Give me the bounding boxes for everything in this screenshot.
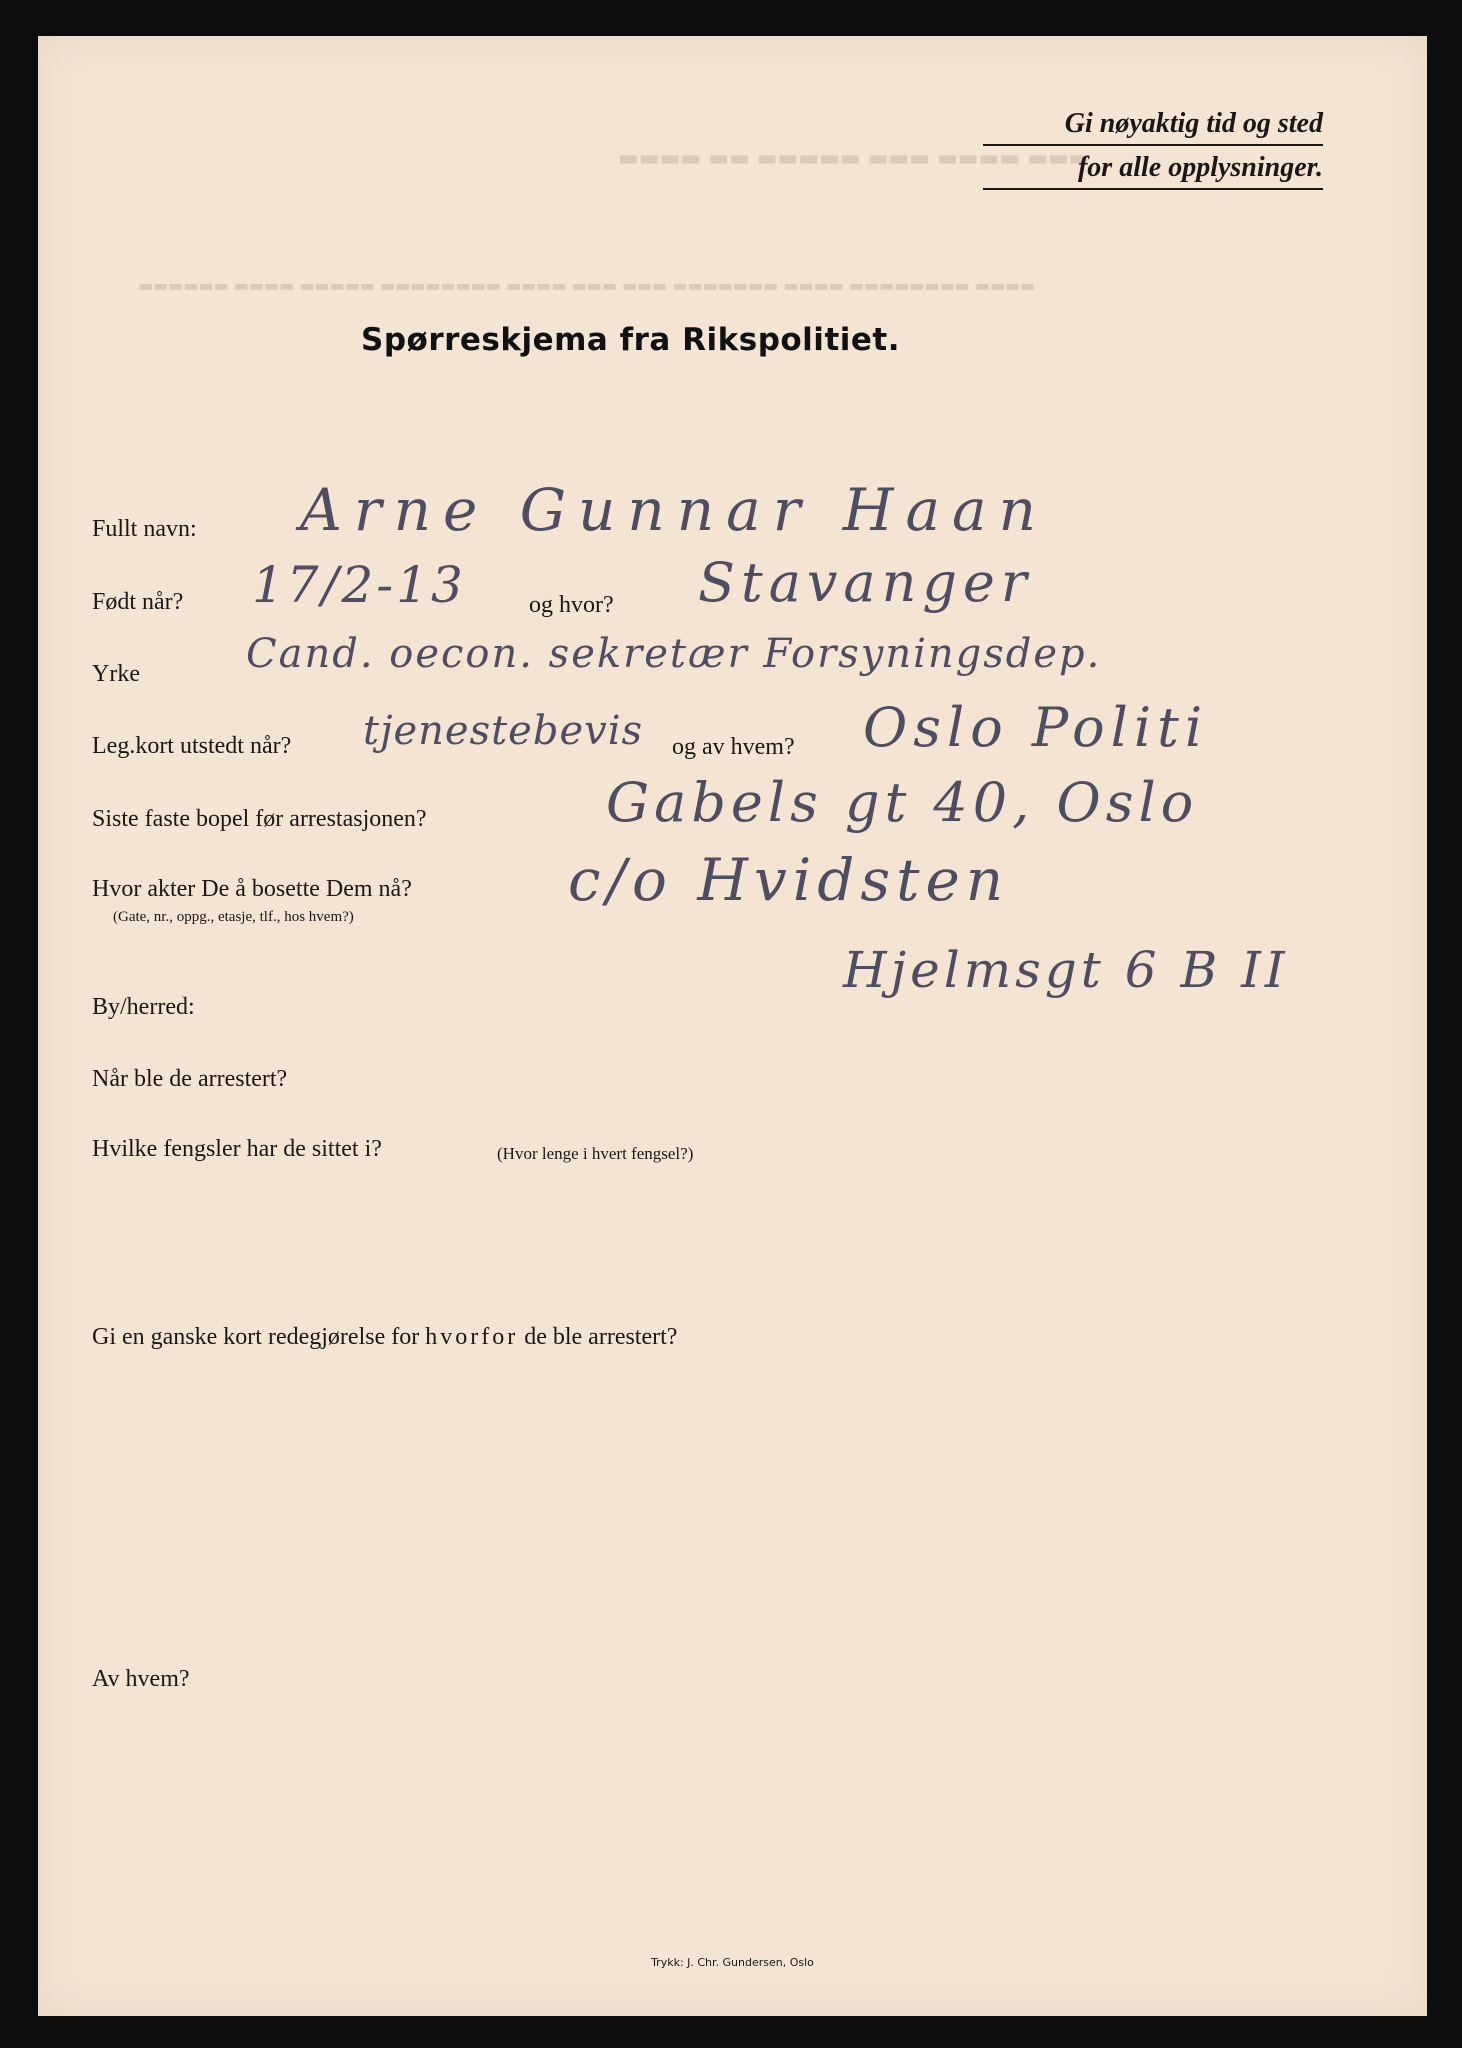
printer-imprint: Trykk: J. Chr. Gundersen, Oslo bbox=[651, 1956, 814, 1969]
instruction-line-1: Gi nøyaktig tid og sted bbox=[983, 108, 1323, 146]
born-when-label: Født når? bbox=[92, 589, 184, 615]
id-issued-by-value: Oslo Politi bbox=[863, 696, 1209, 759]
instruction-line-2: for alle opplysninger. bbox=[983, 152, 1323, 190]
intended-address-hint: (Gate, nr., oppg., etasje, tlf., hos hvem?) bbox=[113, 909, 354, 925]
id-issued-when-label: Leg.kort utstedt når? bbox=[92, 733, 292, 759]
intended-address-label: Hvor akter De å bosette Dem nå? bbox=[92, 876, 412, 902]
town-label: By/herred: bbox=[92, 994, 195, 1020]
reason-label-post: de ble arrestert? bbox=[524, 1324, 678, 1350]
last-address-label: Siste faste bopel før arrestasjonen? bbox=[92, 806, 427, 832]
occupation-value: Cand. oecon. sekretær Forsyningsdep. bbox=[246, 631, 1102, 677]
intended-address-value-line1: c/o Hvidsten bbox=[568, 846, 1010, 914]
occupation-label: Yrke bbox=[92, 661, 140, 687]
prisons-hint: (Hvor lenge i hvert fengsel?) bbox=[497, 1144, 694, 1163]
reason-label-emphasis: hvorfor bbox=[425, 1324, 519, 1350]
reason-label bbox=[92, 1324, 677, 1351]
born-where-value: Stavanger bbox=[698, 551, 1033, 614]
id-issued-by-label: og av hvem? bbox=[672, 734, 795, 760]
form-title: Spørreskjema fra Rikspolitiet. bbox=[361, 322, 901, 358]
id-issued-when-value: tjenestebevis bbox=[363, 708, 644, 754]
intended-address-value-line2: Hjelmsgt 6 B II bbox=[843, 941, 1289, 999]
born-where-label: og hvor? bbox=[529, 592, 614, 618]
instruction-note bbox=[983, 108, 1323, 196]
full-name-value: Arne Gunnar Haan bbox=[300, 476, 1048, 544]
form-sheet bbox=[38, 36, 1427, 2016]
last-address-value: Gabels gt 40, Oslo bbox=[606, 771, 1199, 834]
arrested-when-label: Når ble de arrestert? bbox=[92, 1066, 288, 1092]
by-whom-label: Av hvem? bbox=[92, 1666, 190, 1692]
show-through-text: ▬▬▬▬ ▬▬▬▬▬▬▬▬ ▬▬▬▬ ▬▬▬▬▬▬▬ ▬▬▬ ▬▬▬ ▬▬▬▬ ▬▬▬▬▬▬▬▬ ▬▬▬▬▬ ▬▬▬▬ ▬▬▬▬▬▬ bbox=[138, 276, 1036, 295]
prisons-label: Hvilke fengsler har de sittet i? bbox=[92, 1136, 382, 1162]
full-name-label: Fullt navn: bbox=[92, 516, 197, 542]
reason-label-pre: Gi en ganske kort redegjørelse for bbox=[92, 1324, 420, 1350]
born-when-value: 17/2-13 bbox=[252, 556, 466, 614]
show-through-text: ▬▬▬ ▬▬▬▬ ▬▬▬ ▬▬▬▬▬ ▬▬ ▬▬▬▬ bbox=[618, 146, 1090, 171]
